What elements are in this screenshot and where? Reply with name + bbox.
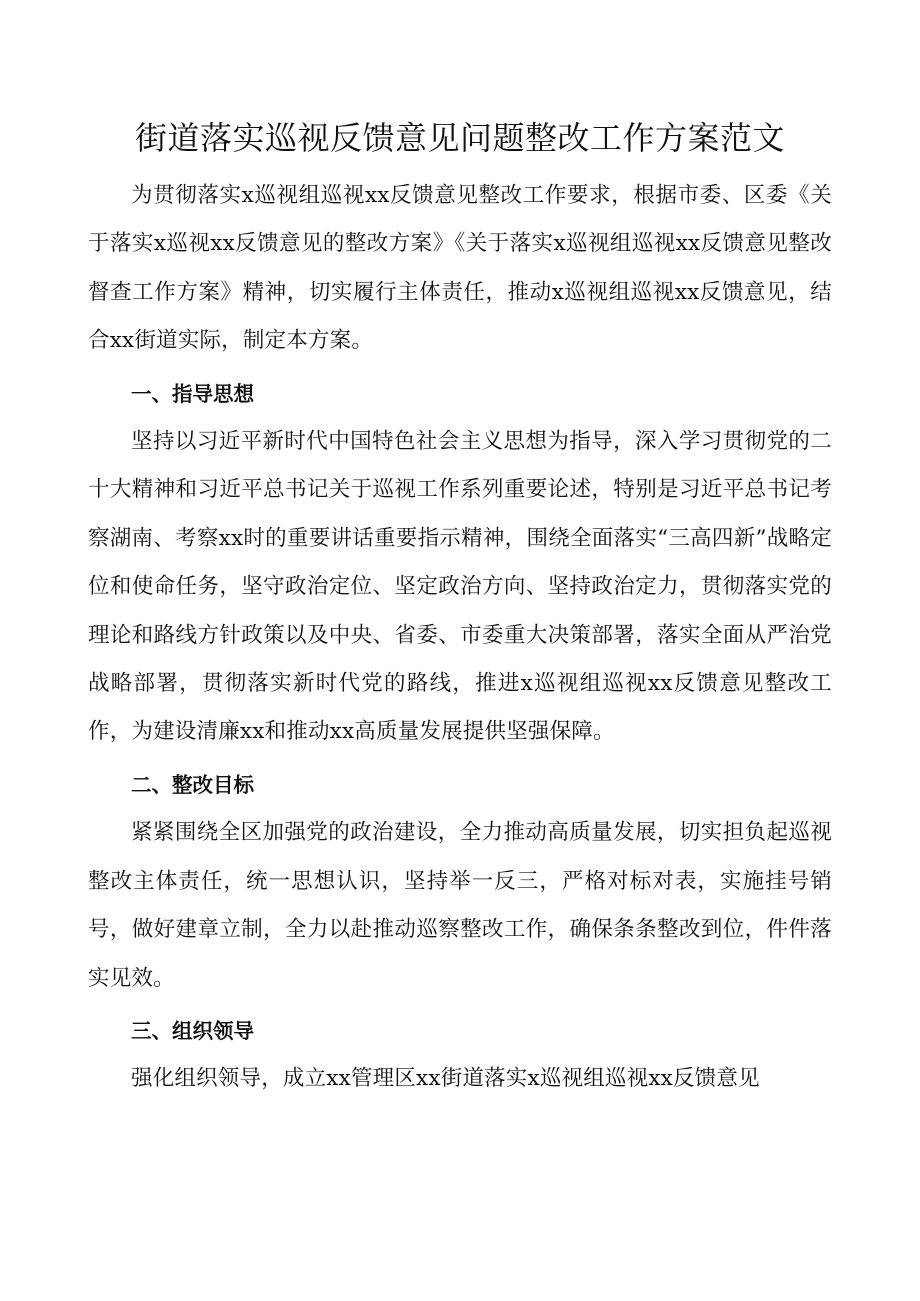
section-heading-organizational-leadership: 三、组织领导 [131, 1018, 255, 1043]
document-body [88, 172, 832, 1104]
section-heading-rectification-goals: 二、整改目标 [131, 772, 255, 797]
section-body-guiding-ideology: 坚持以习近平新时代中国特色社会主义思想为指导，深入学习贯彻党的二十大精神和习近平总书记关于巡视工作系列重要论述，特别是习近平总书记考察湖南、考察xx时的重要讲话重要指示精神，围绕全面落实“三高四新”战略定位和使命任务，坚守政治定位、坚定政治方向、坚持政治定力，贯彻落实党的理论和路线方针政策以及中央、省委、市委重大决策部署，落实全面从严治党战略部署，贯彻落实新时代党的路线，推进x巡视组巡视xx反馈意见整改工作，为建设清廉xx和推动xx高质量发展提供坚强保障。 [88, 429, 832, 745]
document-title: 街道落实巡视反馈意见问题整改工作方案范文 [134, 119, 785, 157]
intro-paragraph: 为贯彻落实x巡视组巡视xx反馈意见整改工作要求，根据市委、区委《关于落实x巡视xx反馈意见的整改方案》《关于落实x巡视组巡视xx反馈意见整改督查工作方案》精神，切实履行主体责任，推动x巡视组巡视xx反馈意见，结合xx街道实际，制定本方案。 [88, 183, 832, 354]
section-heading-guiding-ideology: 一、指导思想 [131, 381, 255, 406]
section-body-organizational-leadership: 强化组织领导，成立xx管理区xx街道落实x巡视组巡视xx反馈意见 [131, 1066, 760, 1092]
section-body-rectification-goals: 紧紧围绕全区加强党的政治建设，全力推动高质量发展，切实担负起巡视整改主体责任，统一思想认识，坚持举一反三，严格对标对表，实施挂号销号，做好建章立制，全力以赴推动巡察整改工作，确保条条整改到位，件件落实见效。 [88, 820, 832, 991]
